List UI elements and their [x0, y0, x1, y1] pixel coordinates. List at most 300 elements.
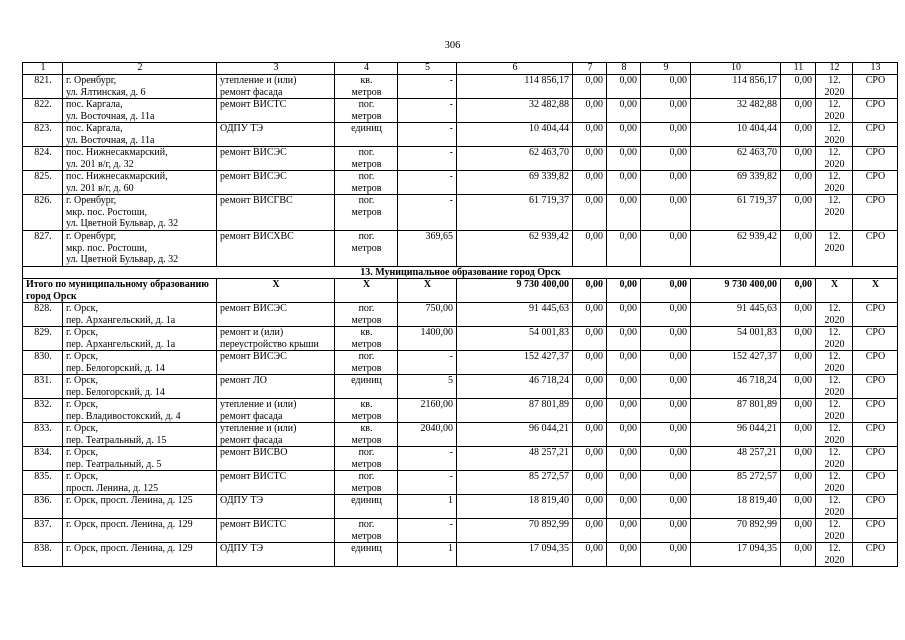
deadline-cell-line: 2020: [824, 86, 845, 98]
deadline-cell-line: 12.: [828, 519, 841, 530]
unit-cell-line: кв.: [360, 327, 373, 338]
work-type-cell: [217, 75, 335, 99]
total-label: Итого по муниципальному образованию город Орск: [23, 279, 217, 303]
deadline-cell: [816, 99, 853, 123]
unit-cell: [335, 519, 398, 543]
value-cell: 0,00: [781, 375, 816, 399]
unit-cell-line: пог.: [358, 231, 375, 242]
volume-cell: -: [398, 519, 457, 543]
cost-cell: 152 427,37: [457, 351, 573, 375]
unit-cell: [335, 195, 398, 231]
value-cell: 0,00: [607, 495, 641, 519]
cost-cell: 62 463,70: [457, 147, 573, 171]
deadline-cell: [816, 327, 853, 351]
value-cell: 0,00: [573, 543, 607, 567]
value-cell: 0,00: [781, 399, 816, 423]
unit-cell-line: кв.: [360, 399, 373, 410]
value-cell: 0,00: [781, 543, 816, 567]
table-row: [23, 327, 898, 351]
source-cell: СРО: [853, 303, 898, 327]
deadline-cell-line: 2020: [824, 134, 845, 146]
work-type-cell-line: ремонт ВИСВО: [220, 447, 288, 458]
source-cell: СРО: [853, 327, 898, 351]
deadline-cell: [816, 471, 853, 495]
row-number: 825.: [23, 171, 63, 195]
column-number-cell: 7: [573, 63, 607, 75]
work-type-cell: [217, 399, 335, 423]
table-row: [23, 471, 898, 495]
value-cell: 0,00: [573, 447, 607, 471]
source-cell: СРО: [853, 375, 898, 399]
volume-cell: 1: [398, 543, 457, 567]
fund-cost-cell: 62 939,42: [691, 231, 781, 267]
unit-cell: [335, 147, 398, 171]
address-cell-line: мкр. пос. Ростоши,: [66, 206, 148, 218]
value-cell: 0,00: [607, 303, 641, 327]
deadline-cell-line: 2020: [824, 206, 845, 218]
value-cell: 0,00: [573, 519, 607, 543]
fund-cost-cell: 46 718,24: [691, 375, 781, 399]
total-cell: 9 730 400,00: [691, 279, 781, 303]
value-cell: 0,00: [781, 147, 816, 171]
deadline-cell: [816, 495, 853, 519]
value-cell: 0,00: [641, 375, 691, 399]
value-cell: 0,00: [573, 399, 607, 423]
deadline-cell-line: 2020: [824, 434, 845, 446]
unit-cell-line: метров: [351, 482, 382, 494]
address-cell-line: г. Оренбург,: [66, 75, 117, 86]
deadline-cell-line: 2020: [824, 338, 845, 350]
deadline-cell-line: 12.: [828, 543, 841, 554]
work-type-cell-line: ремонт и (или): [220, 327, 284, 338]
address-cell-line: ул. Восточная, д. 11а: [66, 110, 155, 122]
work-type-cell: [217, 471, 335, 495]
unit-cell: [335, 399, 398, 423]
unit-cell-line: метров: [351, 86, 382, 98]
column-number-cell: 4: [335, 63, 398, 75]
source-cell: СРО: [853, 231, 898, 267]
value-cell: 0,00: [573, 231, 607, 267]
section-title: 13. Муниципальное образование город Орск: [23, 267, 898, 279]
unit-cell-line: метров: [351, 362, 382, 374]
unit-cell-line: метров: [351, 410, 382, 422]
source-cell: СРО: [853, 495, 898, 519]
row-number: 824.: [23, 147, 63, 171]
work-type-cell: [217, 519, 335, 543]
address-cell-line: г. Орск, просп. Ленина, д. 125: [66, 495, 193, 506]
unit-cell: [335, 231, 398, 267]
cost-cell: 91 445,63: [457, 303, 573, 327]
deadline-cell-line: 12.: [828, 195, 841, 206]
address-cell: [63, 75, 217, 99]
work-type-cell-line: ремонт ВИСЭС: [220, 351, 287, 362]
address-cell: [63, 447, 217, 471]
value-cell: 0,00: [607, 147, 641, 171]
total-cell: X: [816, 279, 853, 303]
unit-cell-line: единиц: [351, 375, 382, 386]
table-row: [23, 195, 898, 231]
value-cell: 0,00: [607, 123, 641, 147]
address-cell-line: г. Оренбург,: [66, 195, 117, 206]
fund-cost-cell: 62 463,70: [691, 147, 781, 171]
unit-cell: [335, 447, 398, 471]
row-number: 822.: [23, 99, 63, 123]
table-row: [23, 75, 898, 99]
unit-cell: [335, 423, 398, 447]
value-cell: 0,00: [781, 423, 816, 447]
table-row: [23, 123, 898, 147]
deadline-cell: [816, 447, 853, 471]
total-cell: X: [853, 279, 898, 303]
deadline-cell-line: 2020: [824, 362, 845, 374]
table-row: [23, 423, 898, 447]
value-cell: 0,00: [781, 519, 816, 543]
deadline-cell-line: 2020: [824, 314, 845, 326]
unit-cell-line: метров: [351, 242, 382, 254]
unit-cell-line: пог.: [358, 303, 375, 314]
source-cell: СРО: [853, 399, 898, 423]
work-type-cell-line: ремонт ВИСХВС: [220, 231, 294, 242]
fund-cost-cell: 10 404,44: [691, 123, 781, 147]
address-cell: [63, 423, 217, 447]
value-cell: 0,00: [607, 423, 641, 447]
unit-cell-line: метров: [351, 530, 382, 542]
deadline-cell: [816, 147, 853, 171]
deadline-cell: [816, 543, 853, 567]
address-cell: [63, 471, 217, 495]
value-cell: 0,00: [607, 519, 641, 543]
volume-cell: 369,65: [398, 231, 457, 267]
fund-cost-cell: 91 445,63: [691, 303, 781, 327]
address-cell-line: г. Орск,: [66, 327, 98, 338]
volume-cell: -: [398, 75, 457, 99]
unit-cell: [335, 351, 398, 375]
source-cell: СРО: [853, 447, 898, 471]
table-row: [23, 375, 898, 399]
unit-cell: [335, 375, 398, 399]
unit-cell-line: метров: [351, 458, 382, 470]
work-type-cell: [217, 123, 335, 147]
value-cell: 0,00: [641, 75, 691, 99]
deadline-cell-line: 12.: [828, 447, 841, 458]
table-row: [23, 99, 898, 123]
address-cell-line: просп. Ленина, д. 125: [66, 482, 159, 494]
volume-cell: -: [398, 351, 457, 375]
cost-cell: 69 339,82: [457, 171, 573, 195]
value-cell: 0,00: [573, 147, 607, 171]
total-cell: X: [217, 279, 335, 303]
address-cell: [63, 123, 217, 147]
cost-cell: 18 819,40: [457, 495, 573, 519]
fund-cost-cell: 32 482,88: [691, 99, 781, 123]
value-cell: 0,00: [641, 471, 691, 495]
value-cell: 0,00: [607, 351, 641, 375]
deadline-cell: [816, 423, 853, 447]
deadline-cell-line: 12.: [828, 123, 841, 134]
value-cell: 0,00: [607, 399, 641, 423]
row-number: 837.: [23, 519, 63, 543]
deadline-cell-line: 12.: [828, 171, 841, 182]
column-number-cell: 10: [691, 63, 781, 75]
row-number: 832.: [23, 399, 63, 423]
deadline-cell: [816, 195, 853, 231]
value-cell: 0,00: [781, 447, 816, 471]
value-cell: 0,00: [641, 423, 691, 447]
value-cell: 0,00: [607, 447, 641, 471]
address-cell-line: ул. Ялтинская, д. 6: [66, 86, 146, 98]
unit-cell-line: пог.: [358, 195, 375, 206]
value-cell: 0,00: [781, 195, 816, 231]
value-cell: 0,00: [781, 171, 816, 195]
value-cell: 0,00: [573, 471, 607, 495]
value-cell: 0,00: [641, 171, 691, 195]
source-cell: СРО: [853, 519, 898, 543]
total-cell: X: [335, 279, 398, 303]
address-cell-line: ул. 201 в/г, д. 32: [66, 158, 134, 170]
table-row: [23, 543, 898, 567]
deadline-cell-line: 12.: [828, 399, 841, 410]
value-cell: 0,00: [607, 99, 641, 123]
row-number: 833.: [23, 423, 63, 447]
work-type-cell-line: утепление и (или): [220, 75, 297, 86]
table-row: [23, 519, 898, 543]
work-type-cell-line: ОДПУ ТЭ: [220, 123, 264, 134]
source-cell: СРО: [853, 171, 898, 195]
value-cell: 0,00: [573, 123, 607, 147]
deadline-cell-line: 12.: [828, 147, 841, 158]
unit-cell-line: кв.: [360, 423, 373, 434]
volume-cell: -: [398, 447, 457, 471]
address-cell-line: пер. Театральный, д. 15: [66, 434, 167, 446]
deadline-cell: [816, 123, 853, 147]
deadline-cell-line: 12.: [828, 99, 841, 110]
cost-cell: 87 801,89: [457, 399, 573, 423]
total-cell: 0,00: [781, 279, 816, 303]
volume-cell: 1: [398, 495, 457, 519]
value-cell: 0,00: [607, 471, 641, 495]
unit-cell-line: метров: [351, 182, 382, 194]
table-row: [23, 495, 898, 519]
deadline-cell-line: 12.: [828, 375, 841, 386]
value-cell: 0,00: [573, 195, 607, 231]
unit-cell-line: пог.: [358, 147, 375, 158]
work-type-cell-line: ремонт ЛО: [220, 375, 267, 386]
row-number: 821.: [23, 75, 63, 99]
address-cell-line: пер. Белогорский, д. 14: [66, 362, 165, 374]
work-type-cell: [217, 495, 335, 519]
value-cell: 0,00: [607, 195, 641, 231]
table-row: [23, 171, 898, 195]
address-cell: [63, 327, 217, 351]
value-cell: 0,00: [781, 471, 816, 495]
value-cell: 0,00: [641, 99, 691, 123]
row-number: 838.: [23, 543, 63, 567]
volume-cell: 2160,00: [398, 399, 457, 423]
page-number: 306: [444, 40, 461, 51]
work-type-cell-line: ремонт фасада: [220, 434, 283, 446]
address-cell: [63, 171, 217, 195]
work-type-cell-line: ремонт ВИСТС: [220, 519, 287, 530]
address-cell-line: мкр. пос. Ростоши,: [66, 242, 148, 254]
work-type-cell-line: переустройство крыши: [220, 338, 319, 350]
unit-cell-line: пог.: [358, 519, 375, 530]
address-cell: [63, 495, 217, 519]
address-cell-line: г. Орск, просп. Ленина, д. 129: [66, 543, 193, 554]
fund-cost-cell: 17 094,35: [691, 543, 781, 567]
column-number-cell: 1: [23, 63, 63, 75]
address-cell: [63, 195, 217, 231]
fund-cost-cell: 85 272,57: [691, 471, 781, 495]
row-number: 831.: [23, 375, 63, 399]
cost-cell: 10 404,44: [457, 123, 573, 147]
value-cell: 0,00: [573, 351, 607, 375]
address-cell-line: пер. Архангельский, д. 1а: [66, 314, 176, 326]
deadline-cell-line: 12.: [828, 303, 841, 314]
unit-cell: [335, 99, 398, 123]
work-type-cell: [217, 447, 335, 471]
fund-cost-cell: 114 856,17: [691, 75, 781, 99]
address-cell-line: г. Орск,: [66, 303, 98, 314]
address-cell-line: г. Орск,: [66, 423, 98, 434]
unit-cell: [335, 327, 398, 351]
unit-cell-line: кв.: [360, 75, 373, 86]
unit-cell: [335, 495, 398, 519]
value-cell: 0,00: [641, 327, 691, 351]
work-type-cell-line: ремонт ВИСЭС: [220, 147, 287, 158]
cost-cell: 48 257,21: [457, 447, 573, 471]
deadline-cell: [816, 75, 853, 99]
row-number: 829.: [23, 327, 63, 351]
deadline-cell-line: 2020: [824, 530, 845, 542]
work-type-cell: [217, 195, 335, 231]
deadline-cell-line: 2020: [824, 386, 845, 398]
value-cell: 0,00: [641, 399, 691, 423]
address-cell-line: ул. Восточная, д. 11а: [66, 134, 155, 146]
total-cell: 0,00: [573, 279, 607, 303]
source-cell: СРО: [853, 99, 898, 123]
fund-cost-cell: 61 719,37: [691, 195, 781, 231]
fund-cost-cell: 70 892,99: [691, 519, 781, 543]
value-cell: 0,00: [781, 75, 816, 99]
work-type-cell: [217, 423, 335, 447]
column-number-cell: 5: [398, 63, 457, 75]
total-cell: 9 730 400,00: [457, 279, 573, 303]
fund-cost-cell: 48 257,21: [691, 447, 781, 471]
unit-cell-line: метров: [351, 206, 382, 218]
value-cell: 0,00: [641, 351, 691, 375]
fund-cost-cell: 152 427,37: [691, 351, 781, 375]
work-type-cell: [217, 543, 335, 567]
cost-cell: 46 718,24: [457, 375, 573, 399]
cost-cell: 70 892,99: [457, 519, 573, 543]
value-cell: 0,00: [641, 231, 691, 267]
total-cell: 0,00: [641, 279, 691, 303]
volume-cell: 1400,00: [398, 327, 457, 351]
address-cell: [63, 351, 217, 375]
value-cell: 0,00: [607, 543, 641, 567]
table-row: [23, 351, 898, 375]
cost-cell: 32 482,88: [457, 99, 573, 123]
source-cell: СРО: [853, 471, 898, 495]
table-row: [23, 147, 898, 171]
work-type-cell: [217, 147, 335, 171]
address-cell-line: пос. Каргала,: [66, 99, 123, 110]
deadline-cell-line: 12.: [828, 495, 841, 506]
work-type-cell: [217, 303, 335, 327]
work-type-cell: [217, 231, 335, 267]
column-number-cell: 12: [816, 63, 853, 75]
column-number-row: [23, 63, 898, 75]
volume-cell: -: [398, 195, 457, 231]
address-cell-line: пос. Каргала,: [66, 123, 123, 134]
column-number-cell: 11: [781, 63, 816, 75]
value-cell: 0,00: [573, 303, 607, 327]
address-cell-line: пер. Архангельский, д. 1а: [66, 338, 176, 350]
value-cell: 0,00: [573, 171, 607, 195]
address-cell: [63, 147, 217, 171]
deadline-cell: [816, 375, 853, 399]
value-cell: 0,00: [607, 75, 641, 99]
column-number-cell: 9: [641, 63, 691, 75]
work-type-cell-line: ремонт ВИСТС: [220, 471, 287, 482]
row-number: 834.: [23, 447, 63, 471]
deadline-cell-line: 12.: [828, 423, 841, 434]
address-cell: [63, 543, 217, 567]
address-cell: [63, 375, 217, 399]
row-number: 835.: [23, 471, 63, 495]
work-type-cell: [217, 327, 335, 351]
unit-cell-line: единиц: [351, 495, 382, 506]
work-type-cell-line: ОДПУ ТЭ: [220, 543, 264, 554]
value-cell: 0,00: [781, 99, 816, 123]
row-number: 826.: [23, 195, 63, 231]
unit-cell-line: единиц: [351, 543, 382, 554]
value-cell: 0,00: [641, 447, 691, 471]
total-row: [23, 279, 898, 303]
address-cell-line: ул. 201 в/г, д. 60: [66, 182, 134, 194]
unit-cell: [335, 303, 398, 327]
unit-cell-line: метров: [351, 158, 382, 170]
address-cell-line: г. Орск, просп. Ленина, д. 129: [66, 519, 193, 530]
value-cell: 0,00: [781, 231, 816, 267]
value-cell: 0,00: [641, 123, 691, 147]
deadline-cell: [816, 303, 853, 327]
cost-cell: 54 001,83: [457, 327, 573, 351]
work-type-cell-line: ремонт фасада: [220, 410, 283, 422]
volume-cell: -: [398, 171, 457, 195]
column-number-cell: 6: [457, 63, 573, 75]
deadline-cell-line: 12.: [828, 471, 841, 482]
source-cell: СРО: [853, 195, 898, 231]
value-cell: 0,00: [573, 375, 607, 399]
work-type-cell: [217, 171, 335, 195]
volume-cell: -: [398, 471, 457, 495]
address-cell-line: пер. Владивостокский, д. 4: [66, 410, 181, 422]
deadline-cell-line: 12.: [828, 75, 841, 86]
address-cell-line: пос. Нижнесакмарский,: [66, 147, 168, 158]
column-number-cell: 2: [63, 63, 217, 75]
unit-cell-line: пог.: [358, 351, 375, 362]
address-cell-line: ул. Цветной Бульвар, д. 32: [66, 254, 179, 265]
cost-cell: 62 939,42: [457, 231, 573, 267]
unit-cell-line: метров: [351, 314, 382, 326]
value-cell: 0,00: [573, 99, 607, 123]
value-cell: 0,00: [781, 303, 816, 327]
work-type-cell-line: ОДПУ ТЭ: [220, 495, 264, 506]
unit-cell-line: пог.: [358, 447, 375, 458]
unit-cell-line: пог.: [358, 471, 375, 482]
address-cell-line: г. Орск,: [66, 471, 98, 482]
